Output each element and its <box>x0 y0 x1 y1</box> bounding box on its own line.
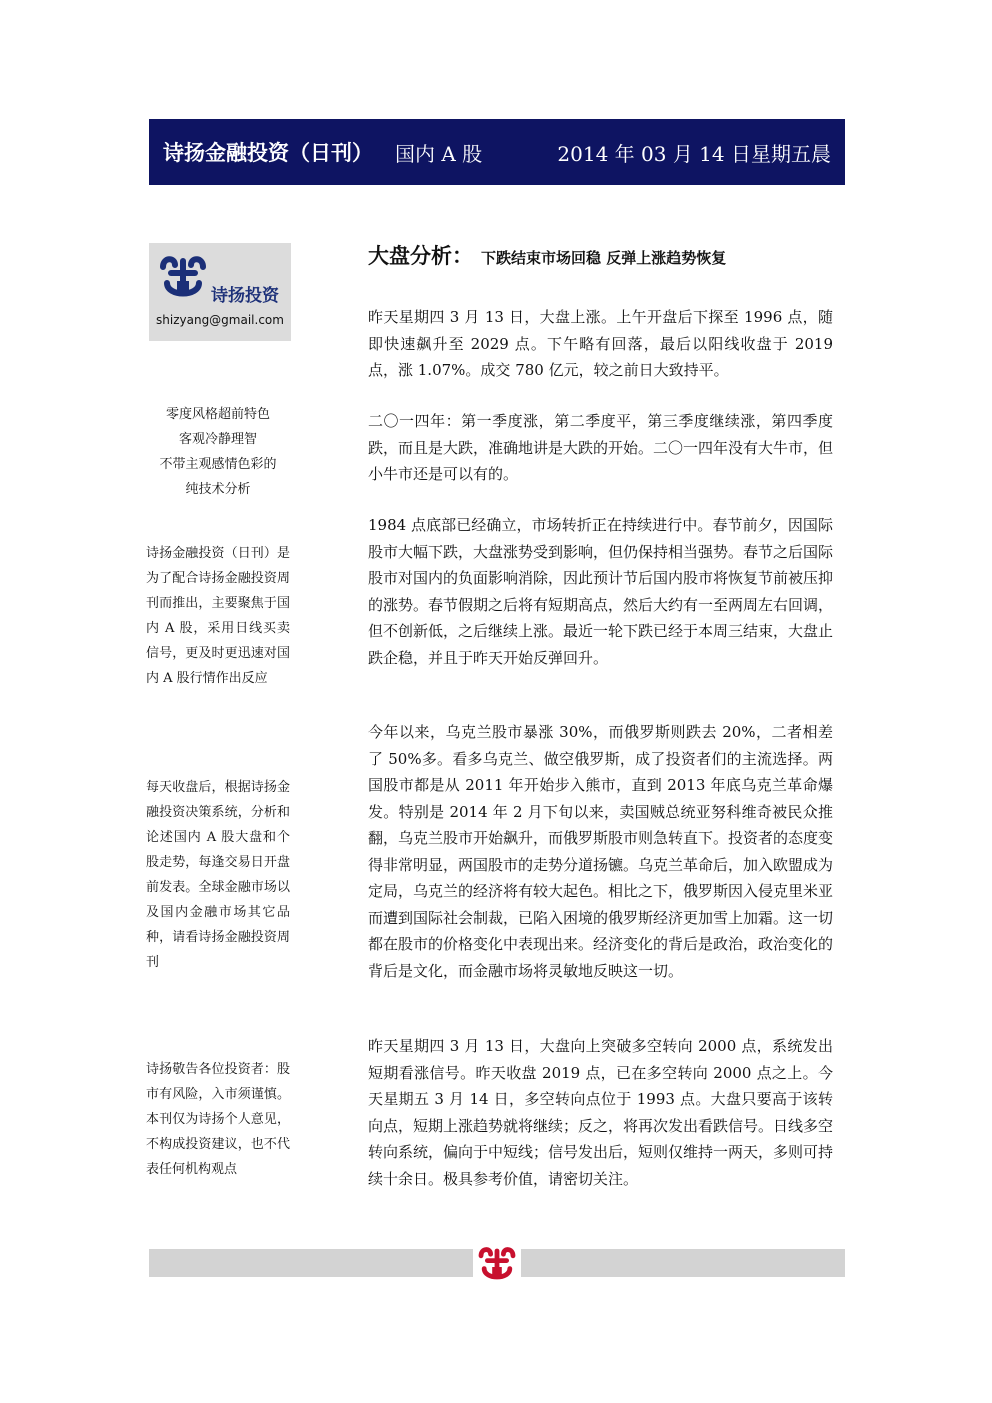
sidebar-disclaimer-text: 诗扬敬告各位投资者：股市有风险，入市须谨慎。本刊仅为诗扬个人意见，不构成投资建议，也不代表任何机构观点 <box>146 1062 290 1177</box>
article <box>368 240 834 1188</box>
article-paragraph: 今年以来，乌克兰股市暴涨 30%，而俄罗斯则跌去 20%，二者相差了 50%多。看多乌克兰、做空俄罗斯，成了投资者们的主流选择。两国股市都是从 2011 年开始步入熊市，直到 2013 年底乌克兰革命爆发。特别是 2014 年 2 月下旬以来，卖国贼总统亚努科维奇被民众推翻，乌克兰股市开始飙升，而俄罗斯股市则急转直下。投资者的态度变得非常明显，两国股市的走势分道扬镳。乌克兰革命后，加入欧盟成为定局，乌克兰的经济将有较大起色。相比之下，俄罗斯因入侵克里米亚而遭到国际社会制裁，已陷入困境的俄罗斯经济更加雪上加霜。这一切都在股市的价格变化中表现出来。经济变化的背后是政治，政治变化的背后是文化，而金融市场将灵敏地反映这一切。 <box>368 723 834 980</box>
section-label: 国内 A 股 <box>395 141 483 166</box>
slogan-line: 纯技术分析 <box>185 482 251 497</box>
sidebar-about-text: 诗扬金融投资（日刊）是为了配合诗扬金融投资周刊而推出，主要聚焦于国内 A 股，采用日线买卖信号，更及时更迅速对国内 A 股行情作出反应 <box>146 546 290 686</box>
article-paragraph: 昨天星期四 3 月 13 日，大盘上涨。上午开盘后下探至 1996 点，随即快速飙升至 2029 点。下午略有回落，最后以阳线收盘于 2019 点，涨 1.07%。成交 780 亿元，较之前日大致持平。 <box>368 308 833 379</box>
article-heading <box>368 240 833 276</box>
slogan-block <box>146 402 290 502</box>
slogan-line: 客观冷静理智 <box>178 432 257 447</box>
article-paragraph: 二〇一四年：第一季度涨，第二季度平，第三季度继续涨，第四季度跌，而且是大跌，准确地讲是大跌的开始。二〇一四年没有大牛市，但小牛市还是可以有的。 <box>368 412 834 483</box>
article-subtitle: 下跌结束市场回稳 反弹上涨趋势恢复 <box>481 249 727 267</box>
sidebar-routine <box>146 775 290 975</box>
shiyang-logo-red-icon <box>476 1243 518 1283</box>
shiyang-logo-icon <box>157 251 209 301</box>
article-title: 大盘分析： <box>368 244 473 268</box>
contact-email: shizyang@gmail.com <box>156 313 284 327</box>
sidebar-routine-text: 每天收盘后，根据诗扬金融投资决策系统，分析和论述国内 A 股大盘和个股走势，每逢交易日开盘前发表。全球金融市场以及国内金融市场其它品种，请看诗扬金融投资周刊 <box>146 780 290 970</box>
issue-date: 2014 年 03 月 14 日星期五晨 <box>557 141 831 166</box>
publication-title: 诗扬金融投资（日刊） <box>163 141 373 165</box>
logo-wordmark: 诗扬投资 <box>211 286 279 306</box>
article-paragraph: 1984 点底部已经确立，市场转折正在持续进行中。春节前夕，因国际股市大幅下跌，大盘涨势受到影响，但仍保持相当强势。春节之后国际股市对国内的负面影响消除，因此预计节后国内股市将恢复节前被压抑的涨势。春节假期之后将有短期高点，然后大约有一至两周左右回调，但不创新低，之后继续上涨。最近一轮下跌已经于本周三结束，大盘止跌企稳，并且于昨天开始反弹回升。 <box>368 516 834 667</box>
sidebar-disclaimer <box>146 1057 290 1182</box>
article-paragraph: 昨天星期四 3 月 13 日，大盘向上突破多空转向 2000 点，系统发出短期看涨信号。昨天收盘 2019 点，已在多空转向 2000 点之上。今天星期五 3 月 14 日，多空转向点位于 1993 点。大盘只要高于该转向点，短期上涨趋势就将继续；反之，将再次发出看跌信号。日线多空转向系统，偏向于中短线；信号发出后，短则仅维持一两天，多则可持续十余日。极具参考价值，请密切关注。 <box>368 1037 834 1188</box>
slogan-line: 不带主观感情色彩的 <box>159 457 277 472</box>
logo-card <box>149 243 291 341</box>
slogan-line: 零度风格超前特色 <box>165 407 270 422</box>
footer-logo <box>473 1243 521 1283</box>
header-banner <box>149 119 845 185</box>
sidebar-about <box>146 541 290 691</box>
